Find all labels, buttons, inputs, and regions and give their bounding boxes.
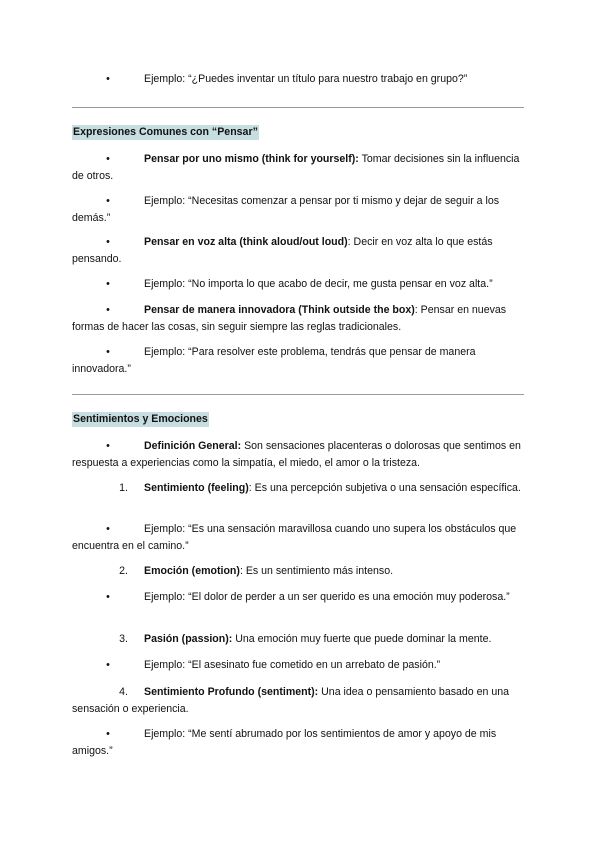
list-item <box>72 480 530 497</box>
list-item <box>72 726 530 759</box>
list-item <box>72 438 530 471</box>
bullet-marker: • <box>106 304 110 316</box>
item-term: Pasión (passion): <box>144 633 233 645</box>
list-item <box>72 563 530 580</box>
item-text: Ejemplo: “No importa lo que acabo de decir, me gusta pensar en voz alta.” <box>144 278 493 290</box>
bullet-marker: • <box>106 591 110 603</box>
item-text: Ejemplo: “El asesinato fue cometido en un arrebato de pasión.” <box>144 659 441 671</box>
item-text: Ejemplo: “¿Puedes inventar un título para nuestro trabajo en grupo?” <box>144 73 468 85</box>
number-marker: 1. <box>119 482 128 494</box>
item-text: : Es una percepción subjetiva o una sensación específica. <box>248 482 521 494</box>
list-item <box>72 344 530 377</box>
list-item <box>72 302 530 335</box>
item-text: Ejemplo: “Necesitas comenzar a pensar por ti mismo y dejar de seguir a los demás.” <box>72 195 500 224</box>
bullet-marker: • <box>106 346 110 358</box>
bullet-marker: • <box>106 278 110 290</box>
item-text: Tomar decisiones sin la influencia de otros. <box>72 153 520 182</box>
list-item <box>72 234 530 267</box>
bullet-marker: • <box>106 523 110 535</box>
bullet-marker: • <box>106 659 110 671</box>
list-item <box>72 151 530 184</box>
item-term: Pensar por uno mismo (think for yourself): <box>144 153 359 165</box>
item-term: Pensar de manera innovadora (Think outside the box) <box>144 304 415 316</box>
bullet-marker: • <box>106 728 110 740</box>
item-text: Ejemplo: “Es una sensación maravillosa cuando uno supera los obstáculos que encuentra en el camino.” <box>72 523 517 552</box>
list-item <box>72 657 530 674</box>
item-term: Emoción (emotion) <box>144 565 240 577</box>
bullet-marker: • <box>106 73 110 85</box>
list-item <box>72 521 530 554</box>
item-text: : Pensar en nuevas formas de hacer las cosas, sin seguir siempre las reglas tradicionales. <box>72 304 507 333</box>
item-term: Pensar en voz alta (think aloud/out loud) <box>144 236 348 248</box>
item-text: Son sensaciones placenteras o dolorosas que sentimos en respuesta a experiencias como la simpatía, el miedo, el amor o la tristeza. <box>72 440 521 469</box>
list-item <box>72 589 530 606</box>
item-term: Sentimiento Profundo (sentiment): <box>144 686 319 698</box>
bullet-marker: • <box>106 236 110 248</box>
item-text: Ejemplo: “Me sentí abrumado por los sentimientos de amor y apoyo de mis amigos.” <box>72 728 497 757</box>
item-text: Una emoción muy fuerte que puede dominar la mente. <box>232 633 492 645</box>
list-item <box>72 193 530 226</box>
item-term: Sentimiento (feeling) <box>144 482 249 494</box>
section-heading: Sentimientos y Emociones <box>73 413 208 425</box>
list-item <box>72 684 530 717</box>
section-heading: Expresiones Comunes con “Pensar” <box>73 126 258 138</box>
horizontal-divider <box>72 107 524 108</box>
horizontal-divider <box>72 394 524 395</box>
item-text: : Es un sentimiento más intenso. <box>239 565 394 577</box>
item-text: Ejemplo: “El dolor de perder a un ser querido es una emoción muy poderosa.” <box>144 591 510 603</box>
number-marker: 4. <box>119 686 128 698</box>
number-marker: 3. <box>119 633 128 645</box>
list-item <box>72 631 530 648</box>
item-text: Una idea o pensamiento basado en una sensación o experiencia. <box>72 686 510 715</box>
list-item <box>72 276 530 293</box>
item-term: Definición General: <box>144 440 242 452</box>
bullet-marker: • <box>106 195 110 207</box>
item-text: : Decir en voz alta lo que estás pensando. <box>72 236 493 265</box>
bullet-marker: • <box>106 153 110 165</box>
item-text: Ejemplo: “Para resolver este problema, tendrás que pensar de manera innovadora.” <box>72 346 476 375</box>
list-item <box>72 71 530 88</box>
number-marker: 2. <box>119 565 128 577</box>
bullet-marker: • <box>106 440 110 452</box>
